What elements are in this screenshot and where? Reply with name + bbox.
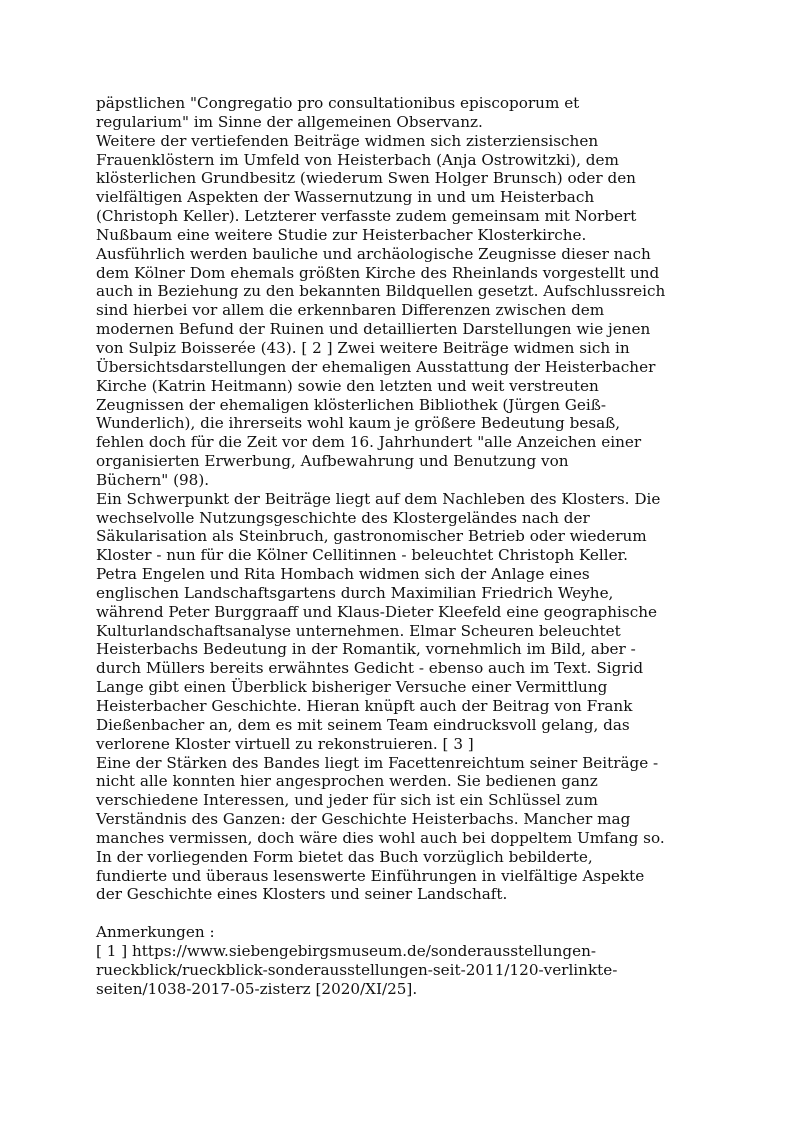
- section-spacer: [96, 904, 708, 923]
- paragraph-nachleben: Ein Schwerpunkt der Beiträge liegt auf dem Nachleben des Klosters. Die wechselvolle Nutzungsgeschichte des Klostergeländes nach der Säkularisation als Steinbruch, gastronomischer Betrieb oder wiederum Kloster - nun für die Kölner Cellitinnen - beleuchtet Christoph Keller. Petra Engelen und Rita Hombach widmen sich der Anlage eines englischen Landschaftsgartens durch Maximilian Friedrich Weyhe, während Peter Burggraaff und Klaus-Dieter Kleefeld eine geographische Kulturlandschaftsanalyse unternehmen. Elmar Scheuren beleuchtet Heisterbachs Bedeutung in der Romantik, vornehmlich im Bild, aber - durch Müllers bereits erwähntes Gedicht - ebenso auch im Text. Sigrid Lange gibt einen Überblick bisheriger Versuche einer Vermittlung Heisterbacher Geschichte. Hieran knüpft auch der Beitrag von Frank Dießenbacher an, dem es mit seinem Team eindrucksvoll gelang, das verlorene Kloster virtuell zu rekonstruieren. [ 3 ]: [96, 489, 661, 753]
- document-page: [96, 94, 708, 999]
- notes-heading: Anmerkungen :: [96, 923, 215, 942]
- footnote-1: [ 1 ] https://www.siebengebirgsmuseum.de/sonderausstellungen- rueckblick/rueckblick-sonderausstellungen-seit-2011/120-verlinkte- seiten/1038-2017-05-zisterz [2020/XI/25].: [96, 942, 618, 998]
- paragraph-observanz: päpstlichen "Congregatio pro consultationibus episcoporum et regularium" im Sinne der allgemeinen Observanz.: [96, 94, 580, 131]
- paragraph-beitraege: Weitere der vertiefenden Beiträge widmen sich zisterziensischen Frauenklöstern im Umfeld von Heisterbach (Anja Ostrowitzki), dem klösterlichen Grundbesitz (wiederum Swen Holger Brunsch) oder den vielfältigen Aspekten der Wassernutzung in und um Heisterbach (Christoph Keller). Letzterer verfasste zudem gemeinsam mit Norbert Nußbaum eine weitere Studie zur Heisterbacher Klosterkirche. Ausführlich werden bauliche und archäologische Zeugnisse dieser nach dem Kölner Dom ehemals größten Kirche des Rheinlands vorgestellt und auch in Beziehung zu den bekannten Bildquellen gesetzt. Aufschlussreich sind hierbei vor allem die erkennbaren Differenzen zwischen dem modernen Befund der Ruinen und detaillierten Darstellungen wie jenen von Sulpiz Boisserée (43). [ 2 ] Zwei weitere Beiträge widmen sich in Übersichtsdarstellungen der ehemaligen Ausstattung der Heisterbacher Kirche (Katrin Heitmann) sowie den letzten und weit verstreuten Zeugnissen der ehemaligen klösterlichen Bibliothek (Jürgen Geiß- Wunderlich), die ihrerseits wohl kaum je größere Bedeutung besaß, fehlen doch für die Zeit vor dem 16. Jahrhundert "alle Anzeichen einer organisierten Erwerbung, Aufbewahrung und Benutzung von Büchern" (98).: [96, 131, 666, 489]
- paragraph-staerken: Eine der Stärken des Bandes liegt im Facettenreichtum seiner Beiträge - nicht alle konnten hier angesprochen werden. Sie bedienen ganz verschiedene Interessen, und jeder für sich ist ein Schlüssel zum Verständnis des Ganzen: der Geschichte Heisterbachs. Mancher mag manches vermissen, doch wäre dies wohl auch bei doppeltem Umfang so. In der vorliegenden Form bietet das Buch vorzüglich bebilderte, fundierte und überaus lesenswerte Einführungen in vielfältige Aspekte der Geschichte eines Klosters und seiner Landschaft.: [96, 753, 665, 904]
